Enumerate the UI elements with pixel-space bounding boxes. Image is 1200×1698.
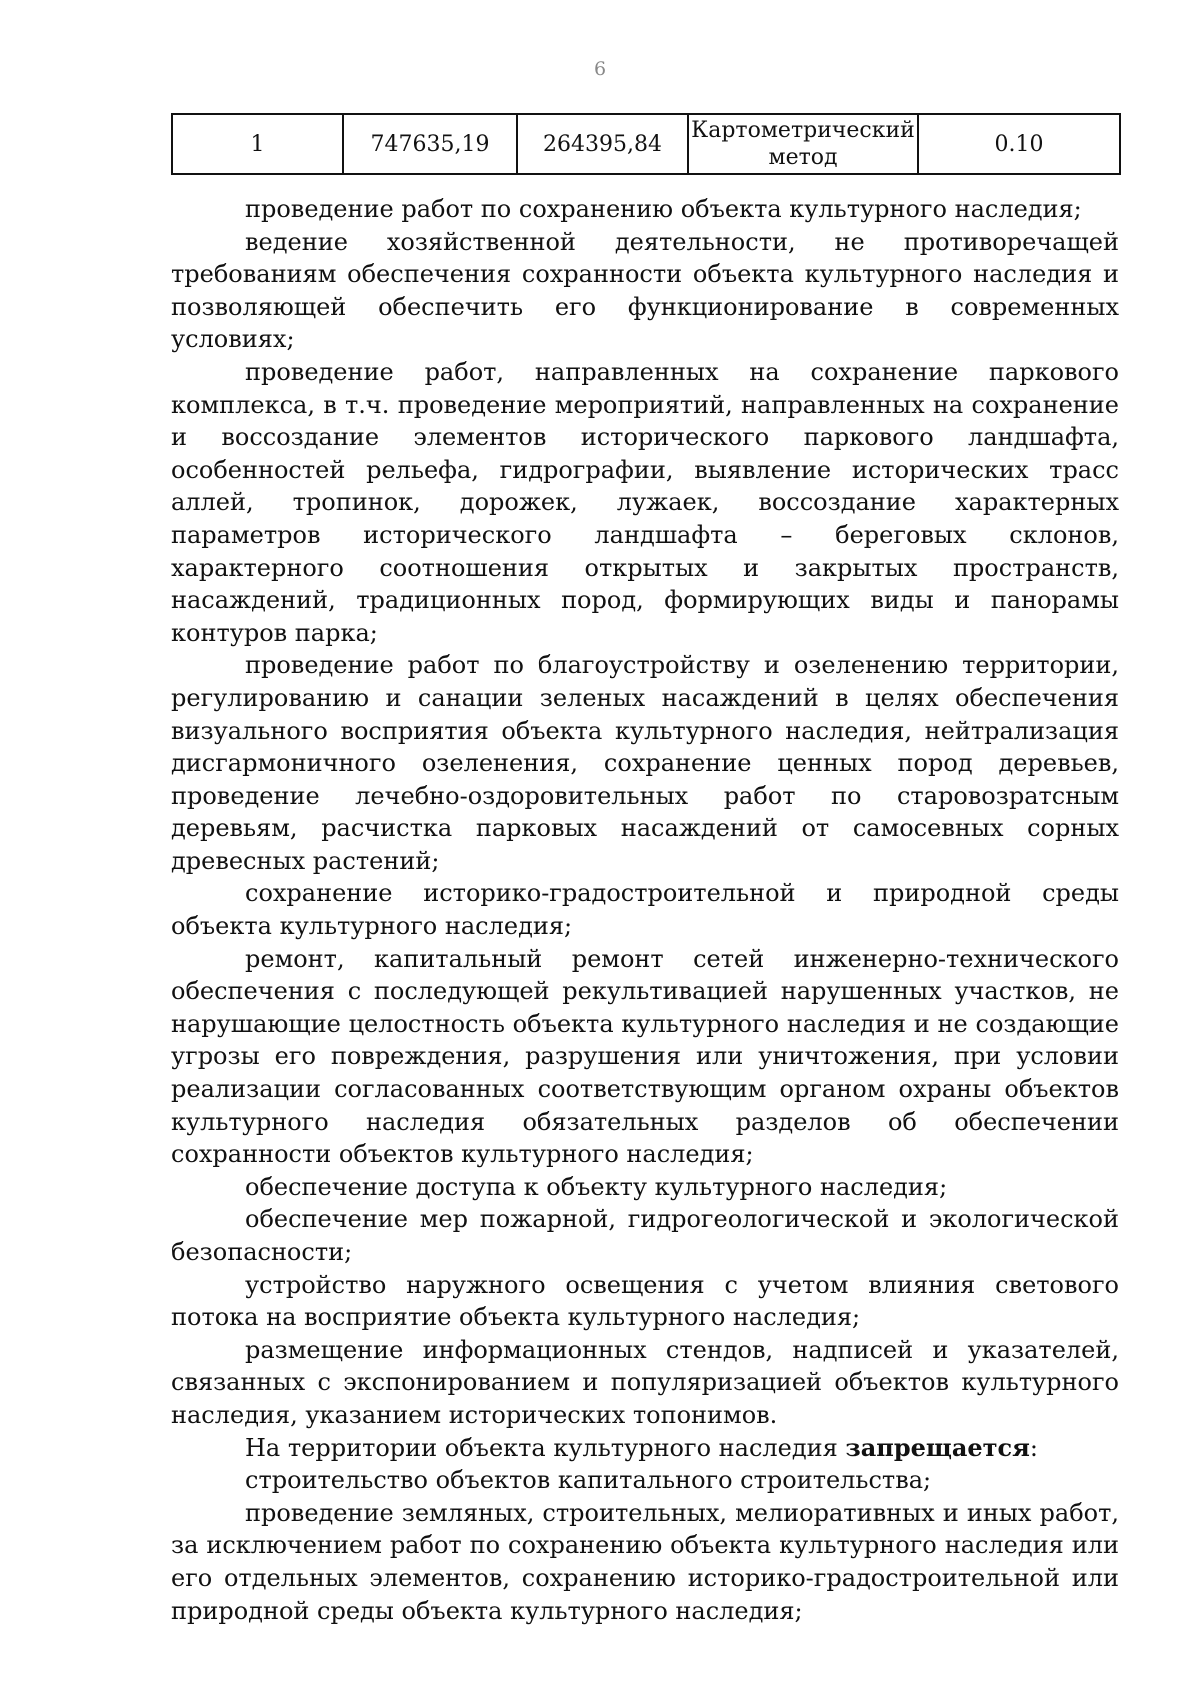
paragraph: проведение земляных, строительных, мелиоративных и иных работ, за исключением работ по сохранению объекта культурного наследия или его отдельных элементов, сохранению историко-градостроительной или природной среды объекта культурного наследия; [171, 1498, 1119, 1625]
paragraph: проведение работ, направленных на сохранение паркового комплекса, в т.ч. проведение мероприятий, направленных на сохранение и воссоздание элементов исторического паркового ландшафта, особенностей рельефа, гидрографии, выявление исторических трасс аллей, тропинок, дорожек, лужаек, воссоздание характерных параметров исторического ландшафта – береговых склонов, характерного соотношения открытых и закрытых пространств, насаждений, традиционных пород, формирующих виды и панорамы контуров парка; [171, 357, 1119, 647]
paragraph: обеспечение доступа к объекту культурного наследия; [245, 1172, 948, 1201]
paragraph: ремонт, капитальный ремонт сетей инженерно-технического обеспечения с последующей рекультивацией нарушенных участков, не нарушающие целостность объекта культурного наследия и не создающие угрозы его повреждения, разрушения или уничтожения, при условии реализации согласованных соответствующим органом охраны объектов культурного наследия обязательных разделов об обеспечении сохранности объектов культурного наследия; [171, 944, 1119, 1169]
coordinates-table [171, 113, 1121, 175]
paragraph: проведение работ по сохранению объекта культурного наследия; [245, 195, 1082, 223]
table-cell-y-coordinate: 264395,84 [517, 114, 688, 174]
table-cell-method: Картометрический метод [688, 114, 918, 174]
prohibition-lead: На территории объекта культурного наследия [245, 1433, 846, 1462]
prohibition-keyword: запрещается [845, 1432, 1030, 1462]
paragraph: размещение информационных стендов, надписей и указателей, связанных с экспонированием и популяризацией объектов культурного наследия, указанием исторических топонимов. [171, 1335, 1119, 1429]
paragraph: проведение работ по благоустройству и озеленению территории, регулированию и санации зеленых насаждений в целях обеспечения визуального восприятия объекта культурного наследия, нейтрализация дисгармоничного озеленения, сохранение ценных пород деревьев, проведение лечебно-оздоровительных работ по старовозратсным деревьям, расчистка парковых насаждений от самосевных сорных древесных растений; [171, 651, 1119, 875]
paragraph: сохранение историко-градостроительной и природной среды объекта культурного наследия; [171, 879, 1119, 941]
paragraph: устройство наружного освещения с учетом влияния светового потока на восприятие объекта культурного наследия; [171, 1270, 1119, 1332]
paragraph: строительство объектов капитального строительства; [245, 1466, 932, 1495]
paragraph: обеспечение мер пожарной, гидрогеологической и экологической безопасности; [171, 1205, 1119, 1266]
table-cell-point-number: 1 [172, 114, 343, 174]
table-row [172, 114, 1120, 174]
page-number: 6 [593, 58, 607, 80]
table-cell-accuracy: 0.10 [918, 114, 1120, 174]
document-body [171, 193, 1119, 1627]
prohibition-heading [171, 1432, 1119, 1465]
prohibition-colon: : [1029, 1433, 1038, 1462]
table-cell-x-coordinate: 747635,19 [343, 114, 517, 174]
paragraph: ведение хозяйственной деятельности, не противоречащей требованиям обеспечения сохранности объекта культурного наследия и позволяющей обеспечить его функционирование в современных условиях; [171, 227, 1119, 354]
